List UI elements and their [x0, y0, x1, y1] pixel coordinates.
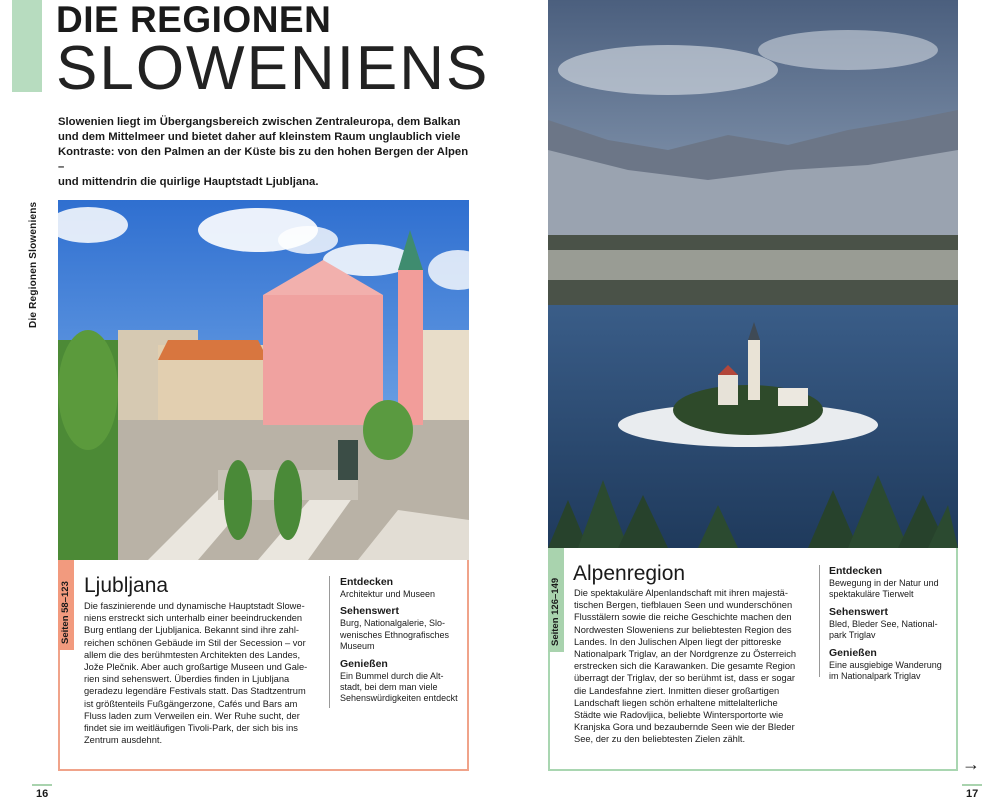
running-head	[24, 100, 50, 330]
info-text: wenisches Ethnografisches	[340, 629, 450, 640]
page-number: 16	[36, 788, 49, 800]
info-text: park Triglav	[829, 630, 876, 641]
info-divider	[329, 576, 330, 708]
pages-tab-label: Seiten 58–123	[60, 581, 71, 644]
body-line: tischen Bergen, tiefblauen Seen und wunderschönen	[574, 600, 793, 611]
body-line: See, der zu den beliebtesten Zielen zählt.	[574, 734, 746, 745]
region-title: Alpenregion	[573, 562, 686, 585]
info-box	[340, 576, 465, 705]
body-line: Fluss laden zum Verweilen ein. Wer Ruhe sucht, der	[84, 710, 300, 721]
pages-tab	[548, 548, 564, 652]
body-line: geradezu legendäre Festivals statt. Das Stadtzentrum	[84, 686, 306, 697]
info-text: Architektur und Museen	[340, 589, 436, 599]
body-line: erstrecken sich die Karawanken. Die gesamte Region	[574, 661, 796, 672]
body-line: die Landesfahne ziert. Inmitten dieser großartigen	[574, 685, 780, 696]
intro-line: und mittendrin die quirlige Hauptstadt Ljubljana.	[58, 176, 319, 188]
info-text: Sehenswürdigkeiten entdeckt	[340, 693, 458, 704]
body-line: Nordwesten Sloweniens zur beliebtesten Region des	[574, 624, 792, 635]
info-text: Burg, Nationalgalerie, Slo-	[340, 618, 446, 629]
next-page-arrow-icon[interactable]: →	[962, 754, 980, 774]
ljubljana-photo	[58, 200, 469, 560]
info-box	[829, 565, 954, 682]
body-line: ist größtenteils Fußgängerzone, Cafés und Bars am	[84, 698, 298, 709]
body-line: Die faszinierende und dynamische Hauptstadt Slowe-	[84, 601, 305, 611]
info-text: spektakuläre Tierwelt	[829, 589, 914, 600]
info-heading: Genießen	[340, 657, 388, 670]
body-line: Burg entlang der Ljubljanica. Bekannt sind ihre zahl-	[84, 625, 299, 636]
page-title-line1: DIE REGIONEN	[56, 0, 332, 40]
body-line: Nationalpark Triglav, an der Nordgrenze zu Österreich	[574, 649, 797, 660]
info-heading: Sehenswert	[829, 605, 888, 618]
body-line: Die spektakuläre Alpenlandschaft mit ihren majestä-	[574, 588, 788, 598]
green-accent-block	[12, 0, 42, 92]
body-line: findet sie im weitläufigen Tivoli-Park, der sich bis ins	[84, 723, 298, 734]
running-head-chapter: Die Regionen Sloweniens	[28, 201, 39, 328]
intro-line: Slowenien liegt im Übergangsbereich zwischen Zentraleuropa, dem Balkan	[58, 116, 461, 128]
intro-paragraph	[58, 115, 470, 190]
body-line: niens erstreckt sich unterhalb einer beeindruckenden	[84, 613, 303, 624]
page-number: 17	[966, 788, 979, 800]
region-description	[84, 600, 322, 746]
intro-line: und dem Mittelmeer und bietet daher auf kleinstem Raum unglaublich viele	[58, 131, 461, 143]
body-line: reichen schönen Gebäude im Stil der Secession – vor	[84, 637, 306, 648]
intro-line: Kontraste: von den Palmen an der Küste bis zu den hohen Bergen der Alpen –	[58, 146, 469, 173]
body-line: Kranjska Gora und bezaubernde Seen wie der Bleder	[574, 722, 795, 733]
folio-bar	[962, 784, 982, 786]
body-line: Landschaft liegen schön erhaltene mittelalterliche	[574, 697, 778, 708]
body-line: Flusstälern sowie die reiche Geschichte machen den	[574, 612, 792, 623]
info-text: im Nationalpark Triglav	[829, 671, 921, 682]
pages-tab	[58, 560, 74, 650]
info-heading: Genießen	[829, 646, 877, 659]
info-text: Bled, Bleder See, National-	[829, 618, 938, 629]
body-line: Jože Plečnik. Aber auch großartige Museen und Gale-	[84, 662, 308, 673]
body-line: allem die des berühmtesten Architekten des Landes,	[84, 649, 301, 660]
page-title-line2: SLOWENIENS	[56, 34, 490, 103]
folio-bar	[32, 784, 52, 786]
body-line: Landes. In den Julischen Alpen liegt der pittoreske	[574, 636, 782, 647]
region-title: Ljubljana	[84, 574, 169, 597]
lake-bled-photo	[548, 0, 958, 548]
pages-tab-label: Seiten 126–149	[550, 577, 561, 646]
info-divider	[819, 565, 820, 677]
info-text: Bewegung in der Natur und	[829, 578, 939, 588]
body-line: Zentrum ausdehnt.	[84, 735, 163, 746]
region-description	[574, 587, 814, 746]
info-text: Ein Bummel durch die Alt-	[340, 670, 444, 681]
info-heading: Entdecken	[340, 576, 394, 588]
info-text: stadt, bei dem man viele	[340, 682, 438, 693]
info-heading: Sehenswert	[340, 605, 399, 618]
info-heading: Entdecken	[829, 565, 883, 577]
info-text: Eine ausgiebige Wanderung	[829, 659, 942, 670]
info-text: Museum	[340, 641, 375, 652]
body-line: rien sind sehenswert. Überdies finden in Ljubljana	[84, 674, 290, 685]
body-line: Städte wie Radovljica, beliebte Wintersportorte wie	[574, 710, 784, 721]
body-line: überragt der Triglav, der so berühmt ist, dass er sogar	[574, 673, 795, 684]
